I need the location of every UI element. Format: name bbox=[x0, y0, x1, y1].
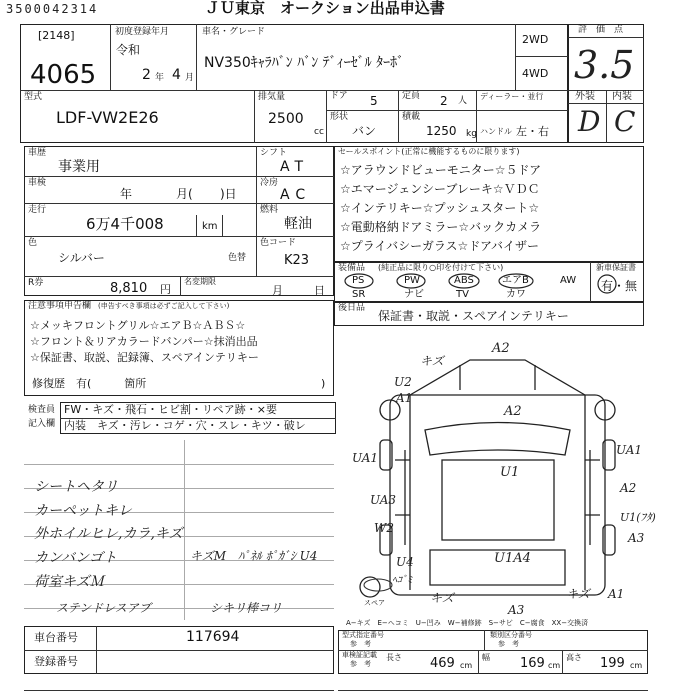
inspector-row-2: 内装 キズ・汚レ・コゲ・穴・スレ・キツ・破レ bbox=[64, 419, 306, 432]
load-value: 1250 bbox=[426, 124, 457, 138]
mark-a1-right: A1 bbox=[608, 587, 625, 601]
inspection-year-unit: 年 bbox=[120, 187, 133, 201]
registration-era: 令和 bbox=[116, 43, 141, 57]
handle-value: 左・右 bbox=[516, 125, 549, 138]
displacement-unit: cc bbox=[314, 127, 324, 137]
recycle-unit: 円 bbox=[160, 283, 171, 296]
sales-points-label: セールスポイント(正常に機能するものに限ります) bbox=[338, 147, 520, 156]
lot-code: [2148] bbox=[38, 29, 75, 42]
handle-label: ハンドル bbox=[480, 127, 512, 136]
mark-a1-left: A1 bbox=[396, 391, 413, 405]
handwritten-note-4: カンバンゴト bbox=[34, 550, 118, 566]
mark-u1-center: U1 bbox=[500, 465, 520, 480]
width-label: 幅 bbox=[482, 653, 490, 662]
height-unit: cm bbox=[630, 661, 643, 670]
displacement-label: 排気量 bbox=[258, 92, 286, 102]
width-value: 169 bbox=[520, 656, 545, 671]
mark-u1a4: U1A4 bbox=[494, 551, 531, 566]
inspection-close: )日 bbox=[220, 187, 237, 201]
mark-w2: W2 bbox=[374, 521, 394, 535]
exterior-label: 外装 bbox=[575, 91, 595, 102]
aircon-value: AC bbox=[280, 187, 312, 203]
chassis-value: 117694 bbox=[186, 629, 240, 645]
form-title: ＪＵ東京 オークション出品申込書 bbox=[205, 0, 445, 17]
doors-value: 5 bbox=[370, 94, 378, 108]
displacement-value: 2500 bbox=[268, 111, 304, 127]
capacity-value: 2 bbox=[440, 94, 448, 108]
mileage-unit: km bbox=[202, 221, 218, 232]
model-spec-sub: 参 考 bbox=[350, 640, 371, 648]
handwritten-note-1: シートヘタリ bbox=[34, 479, 118, 495]
handwritten-note-5: 荷室キズＭ bbox=[34, 574, 104, 590]
color-value: シルバー bbox=[58, 251, 105, 265]
handwritten-note-6: ステンドレスアブ bbox=[56, 601, 151, 615]
body-label: 形状 bbox=[330, 112, 349, 122]
name-change-day: 日 bbox=[314, 284, 325, 297]
rating-score: 3.5 bbox=[574, 43, 635, 87]
interior-grade: C bbox=[614, 105, 636, 138]
warranty-value: 有・無 bbox=[601, 279, 638, 293]
sales-point-line-1: ☆アラウンドビューモニター☆５ドア bbox=[340, 163, 542, 177]
type-code: LDF-VW2E26 bbox=[56, 108, 159, 127]
mark-ua3: UA3 bbox=[370, 493, 397, 507]
equip-abs: ABS bbox=[454, 275, 474, 286]
model-spec-label: 型式指定番号 bbox=[342, 631, 384, 639]
recycle-value: 8,810 bbox=[110, 281, 148, 296]
mark-kizu-top: キズ bbox=[420, 354, 444, 368]
mileage-value: 6万4千008 bbox=[86, 215, 164, 233]
sales-point-line-3: ☆インテリキー☆プッシュスタート☆ bbox=[340, 201, 540, 215]
mark-a3-bottom: A3 bbox=[508, 603, 525, 617]
capacity-unit: 人 bbox=[458, 96, 468, 106]
exterior-grade: D bbox=[578, 105, 601, 138]
color-label: 色 bbox=[28, 238, 38, 248]
mileage-label: 走行 bbox=[28, 205, 47, 215]
vehicle-use-value: 事業用 bbox=[58, 159, 100, 175]
handwritten-note-2: カーペットキレ bbox=[34, 503, 132, 519]
name-change-month: 月 bbox=[272, 284, 283, 297]
mark-u2: U2 bbox=[394, 375, 412, 389]
mark-u4: U4 bbox=[396, 555, 414, 569]
width-unit: cm bbox=[548, 661, 561, 670]
inspector-label-2: 記入欄 bbox=[28, 419, 56, 429]
shift-label: シフト bbox=[260, 148, 288, 158]
equip-airbag: エアB bbox=[502, 275, 529, 286]
category-label: 類別区分番号 bbox=[490, 631, 532, 639]
fuel-value: 軽油 bbox=[284, 216, 312, 232]
mark-a3-right: A3 bbox=[628, 531, 645, 545]
category-sub: 参 考 bbox=[498, 640, 519, 648]
dimensions-label: 車検証記載 bbox=[342, 651, 377, 659]
remarks-line-2: ☆フロント＆リアカラードバンパー☆抹消出品 bbox=[30, 335, 258, 348]
name-change-label: 名変期限 bbox=[184, 277, 216, 286]
year-unit: 年 bbox=[155, 73, 165, 83]
load-unit: kg bbox=[466, 129, 477, 139]
remarks-line-3: ☆保証書、取説、記録簿、スペアインテリキー bbox=[30, 351, 259, 364]
inspector-label-1: 検査員 bbox=[28, 405, 56, 415]
remarks-sublabel: (申告すべき事項は必ずご記入して下さい) bbox=[98, 302, 230, 310]
color-code-label: 色コード bbox=[260, 238, 297, 248]
mark-a2-right: A2 bbox=[620, 481, 637, 495]
mark-u1-futa: U1(ﾌﾀ) bbox=[620, 511, 656, 524]
equip-ps: PS bbox=[352, 275, 365, 286]
height-value: 199 bbox=[600, 656, 625, 671]
model-name: NV350ｷｬﾗﾊﾞﾝ ﾊﾞﾝ ﾃﾞｨｰｾﾞﾙ ﾀｰﾎﾞ bbox=[204, 55, 405, 71]
repair-history-close: ) bbox=[321, 377, 326, 390]
interior-label: 内装 bbox=[612, 91, 632, 102]
shift-value: AT bbox=[280, 159, 310, 175]
mark-spare: スペア bbox=[364, 599, 385, 607]
handwritten-note-7: シキリ棒コリ bbox=[210, 601, 283, 615]
sales-point-line-5: ☆プライバシーガラス☆ドアバイザー bbox=[340, 239, 539, 253]
equip-pw: PW bbox=[404, 275, 420, 286]
length-label: 長さ bbox=[386, 653, 402, 662]
dimensions-sub: 参 考 bbox=[350, 660, 371, 668]
mark-hekomi: ﾍｺﾞﾐ bbox=[392, 575, 412, 586]
doors-label: ドア bbox=[330, 91, 348, 101]
model-label: 車名・グレード bbox=[202, 27, 266, 37]
sales-point-line-4: ☆電動格納ドアミラー☆バックカメラ bbox=[340, 220, 542, 234]
mark-a2-top: A2 bbox=[492, 341, 510, 356]
length-unit: cm bbox=[460, 661, 473, 670]
mark-ua1-right: UA1 bbox=[616, 443, 643, 457]
vehicle-use-label: 車歴 bbox=[28, 148, 47, 158]
back-notes-label: 後日品 bbox=[338, 303, 366, 313]
length-value: 469 bbox=[430, 656, 455, 671]
mark-kizu-right: キズ bbox=[566, 587, 590, 601]
color-code-value: K23 bbox=[284, 253, 310, 268]
body-value: バン bbox=[352, 124, 377, 138]
mark-ua1-left: UA1 bbox=[352, 451, 379, 465]
aircon-label: 冷房 bbox=[260, 178, 279, 188]
handwritten-note-3: 外ホイルヒレ,カラ,キズ bbox=[34, 526, 183, 542]
barcode-number: 3500042314 bbox=[6, 2, 99, 16]
drive-4wd: 4WD bbox=[522, 67, 549, 80]
diagram-legend: A−キズ E−ヘコミ U−凹み W−補修跡 S−サビ C−腐食 XX−交換済 bbox=[346, 619, 589, 627]
type-label: 型式 bbox=[24, 92, 43, 102]
equip-sr: SR bbox=[352, 289, 366, 300]
equip-tv: TV bbox=[456, 289, 469, 300]
back-notes-value: 保証書・取説・スペアインテリキー bbox=[378, 309, 569, 323]
inspection-month-unit: 月( bbox=[176, 187, 193, 201]
warranty-label: 新車保証書 bbox=[596, 263, 636, 272]
load-label: 積載 bbox=[402, 112, 421, 122]
height-label: 高さ bbox=[566, 653, 582, 662]
handwritten-note-8: キズM ﾊﾟﾈﾙ ﾎﾟｶﾞｼ U4 bbox=[190, 549, 318, 563]
registration-month: 4 bbox=[172, 67, 181, 83]
repair-history: 修復歴 有( 箇所 bbox=[32, 377, 147, 390]
equipment-note: (純正品に限り○印を付けて下さい) bbox=[378, 263, 504, 272]
chassis-label: 車台番号 bbox=[34, 631, 78, 644]
equipment-label: 装備品 bbox=[338, 263, 366, 273]
sales-point-line-2: ☆エマージェンシーブレーキ☆ＶＤＣ bbox=[340, 182, 540, 196]
equip-aw: AW bbox=[560, 275, 577, 286]
dealer-label: ディーラー・並行 bbox=[480, 92, 544, 101]
lot-number: 4065 bbox=[30, 60, 97, 90]
fuel-label: 燃料 bbox=[260, 205, 279, 215]
mark-a2-center: A2 bbox=[504, 404, 522, 419]
month-unit: 月 bbox=[185, 73, 195, 83]
regno-label: 登録番号 bbox=[34, 655, 78, 668]
equip-navi: ナビ bbox=[404, 289, 424, 300]
recycle-label: R券 bbox=[28, 278, 44, 288]
remarks-label: 注意事項申告欄 bbox=[28, 301, 92, 311]
rating-label: 評 価 点 bbox=[578, 25, 624, 35]
registration-year: 2 bbox=[142, 67, 151, 83]
registration-label: 初度登録年月 bbox=[115, 27, 170, 37]
inspection-label: 車検 bbox=[28, 178, 47, 188]
remarks-line-1: ☆メッキフロントグリル☆エアＢ☆ＡＢＳ☆ bbox=[30, 319, 246, 332]
equip-leather: カワ bbox=[506, 289, 526, 300]
capacity-label: 定員 bbox=[402, 91, 421, 101]
mark-kizu-bottom: キズ bbox=[430, 591, 454, 605]
inspector-row-1: FW・キズ・飛石・ヒビ割・リペア跡・×要 bbox=[64, 403, 277, 416]
repaint-label: 色替 bbox=[228, 253, 247, 263]
drive-2wd: 2WD bbox=[522, 33, 549, 46]
